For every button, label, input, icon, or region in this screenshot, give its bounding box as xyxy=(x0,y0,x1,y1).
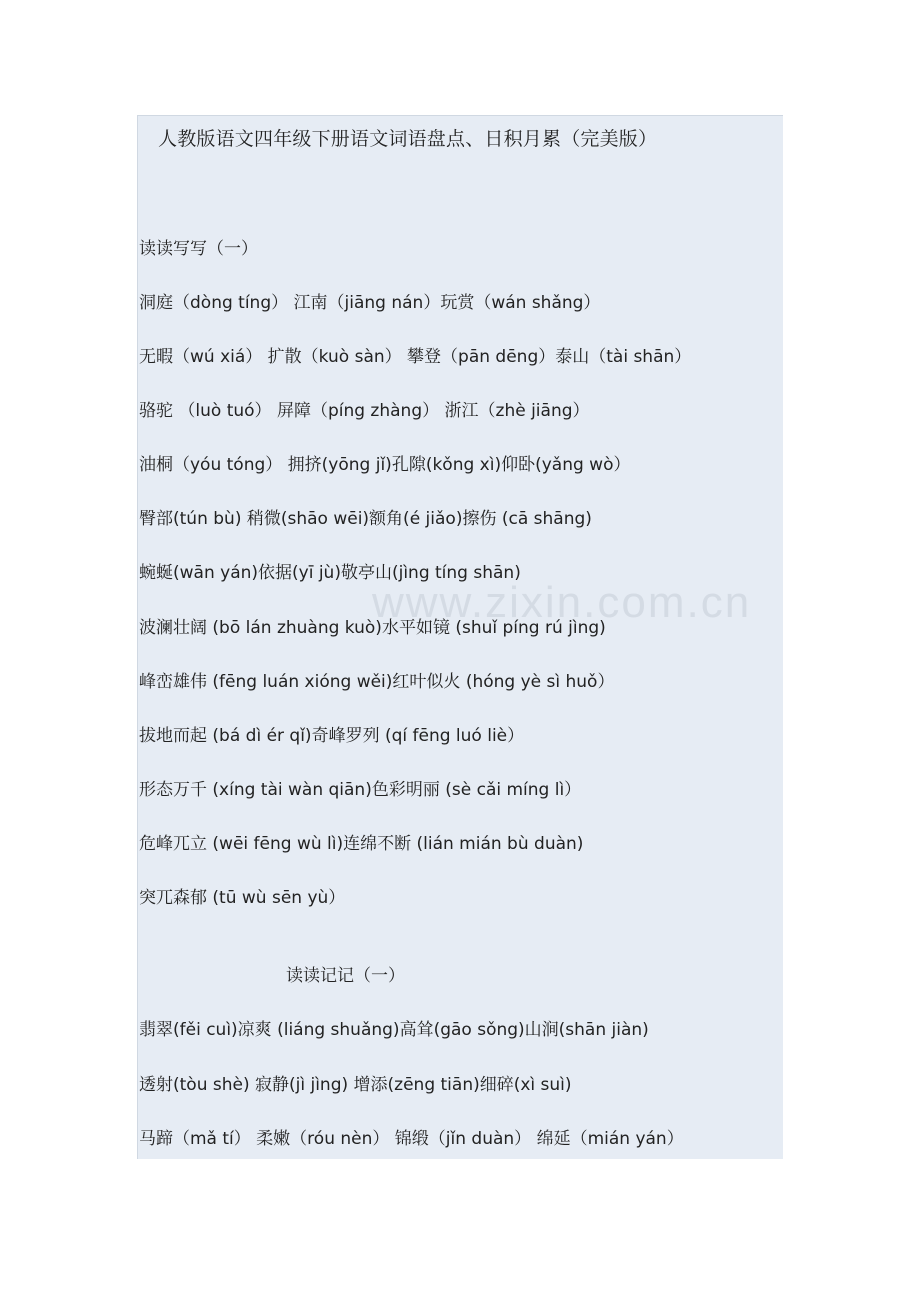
vocab-row: 波澜壮阔 (bō lán zhuàng kuò)水平如镜 (shuǐ píng rú jìng) xyxy=(139,618,606,638)
vocab-row: 危峰兀立 (wēi fēng wù lì)连绵不断 (lián mián bù duàn) xyxy=(139,834,584,854)
vocab-row: 形态万千 (xíng tài wàn qiān)色彩明丽 (sè cǎi míng lì） xyxy=(139,780,582,800)
document-title: 人教版语文四年级下册语文词语盘点、日积月累（完美版） xyxy=(158,128,658,150)
vocab-row: 峰峦雄伟 (fēng luán xióng wěi)红叶似火 (hóng yè sì huǒ） xyxy=(139,672,615,692)
vocab-row: 臀部(tún bù) 稍微(shāo wēi)额角(é jiǎo)擦伤 (cā shāng) xyxy=(139,509,592,529)
vocab-row: 油桐（yóu tóng） 拥挤(yōng jǐ)孔隙(kǒng xì)仰卧(yǎng wò） xyxy=(139,455,631,475)
vocab-row: 骆驼 （luò tuó） 屏障（píng zhàng） 浙江（zhè jiāng） xyxy=(139,401,590,421)
section-heading: 读读写写（一） xyxy=(139,239,258,259)
vocab-row: 透射(tòu shè) 寂静(jì jìng) 增添(zēng tiān)细碎(xì suì) xyxy=(139,1075,572,1095)
vocab-row: 突兀森郁 (tū wù sēn yù） xyxy=(139,888,346,908)
vocab-row: 翡翠(fěi cuì)凉爽 (liáng shuǎng)高耸(gāo sǒng)山涧(shān jiàn) xyxy=(139,1020,649,1040)
vocab-row: 洞庭（dòng tíng） 江南（jiāng nán）玩赏（wán shǎng） xyxy=(139,293,601,313)
watermark: www.zixin.com.cn xyxy=(372,578,752,627)
vocab-row: 蜿蜒(wān yán)依据(yī jù)敬亭山(jìng tíng shān) xyxy=(139,563,521,583)
vocab-row: 拔地而起 (bá dì ér qǐ)奇峰罗列 (qí fēng luó liè） xyxy=(139,726,525,746)
vocab-row: 无暇（wú xiá） 扩散（kuò sàn） 攀登（pān dēng）泰山（tài shān） xyxy=(139,347,692,367)
vocab-row: 马蹄（mǎ tí） 柔嫩（róu nèn） 锦缎（jǐn duàn） 绵延（mián yán） xyxy=(139,1129,684,1149)
section-heading: 读读记记（一） xyxy=(286,966,405,986)
